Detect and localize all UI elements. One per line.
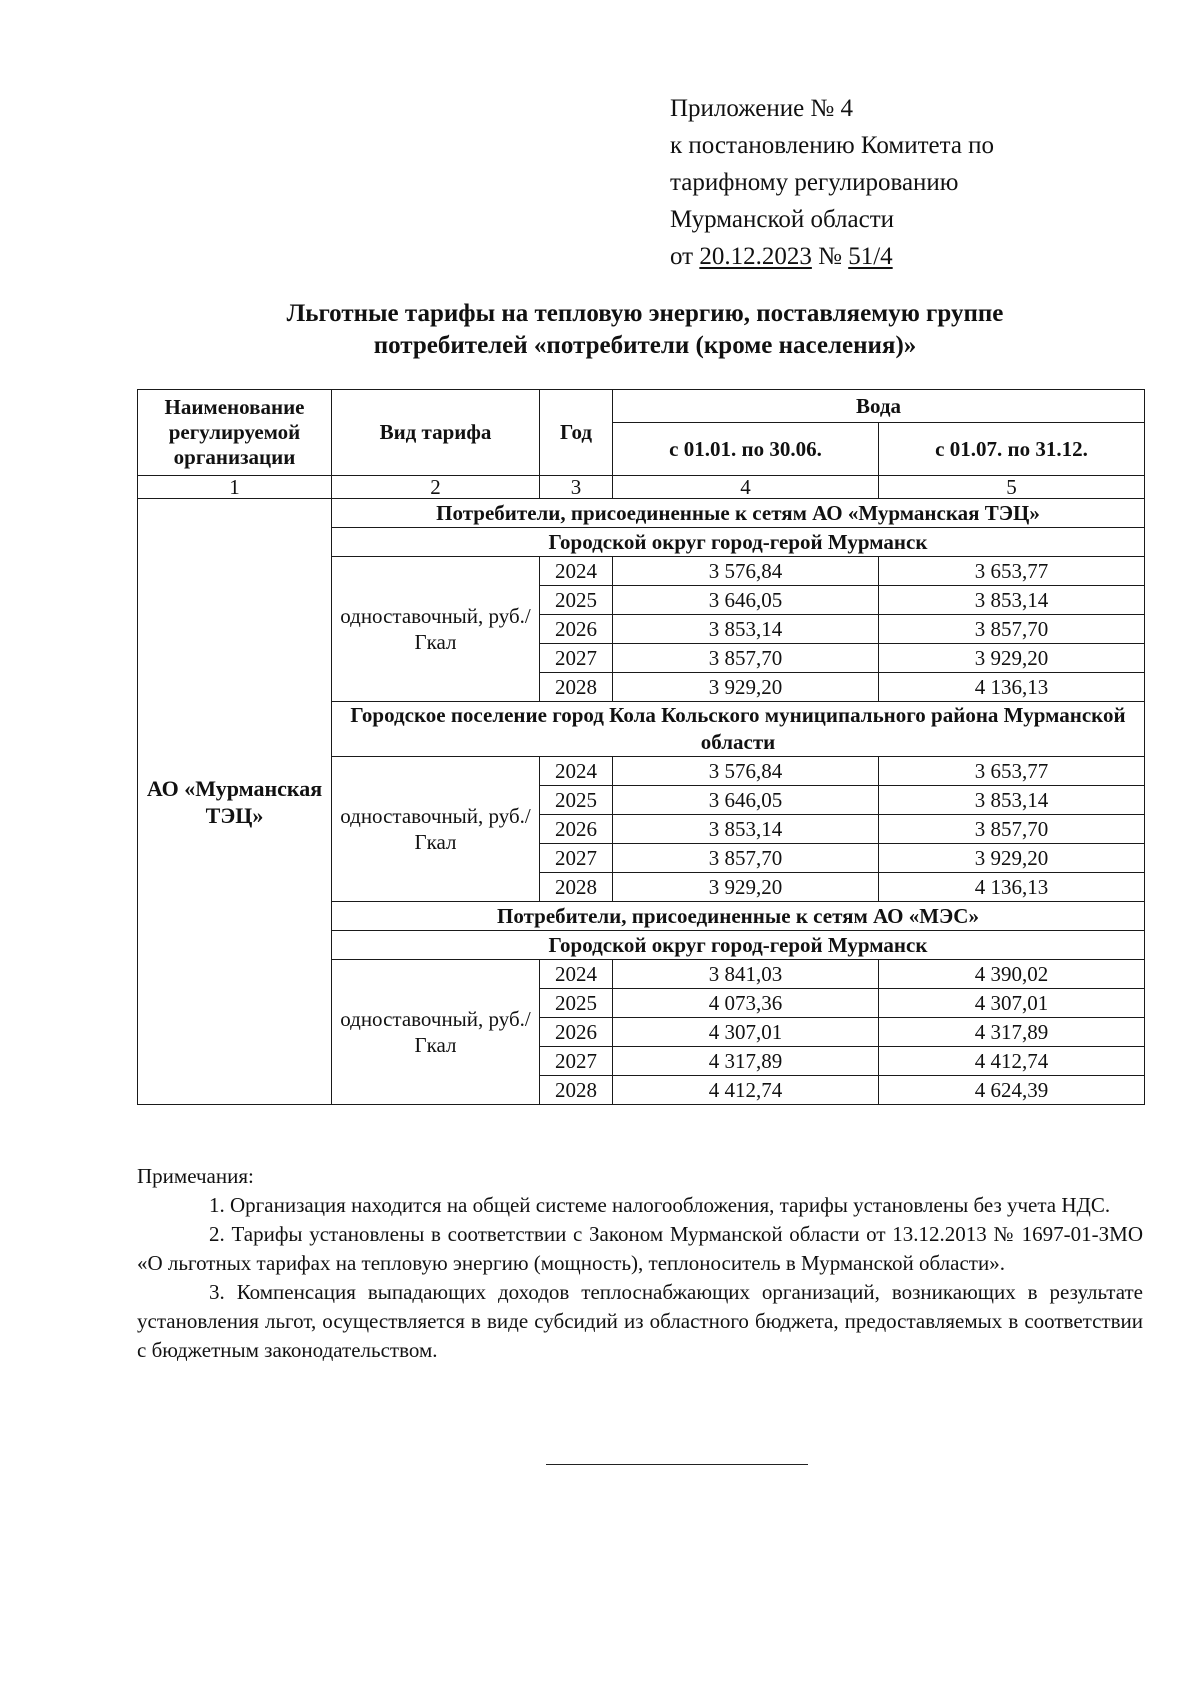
- appendix-line-1: Приложение № 4: [670, 95, 854, 122]
- period-2-value: 3 929,20: [879, 844, 1145, 873]
- appendix-date-line: [670, 238, 994, 275]
- year-cell: 2027: [540, 1047, 613, 1076]
- period-1-value: 4 317,89: [613, 1047, 879, 1076]
- tariff-type-cell: одноставочный, руб./Гкал: [332, 757, 540, 902]
- appendix-line-2: к постановлению Комитета по: [670, 132, 995, 159]
- period-1-value: 3 576,84: [613, 557, 879, 586]
- period-2-value: 4 317,89: [879, 1018, 1145, 1047]
- col-number-4: 4: [613, 476, 879, 499]
- appendix-block: [670, 90, 994, 275]
- tariff-table: [137, 389, 1145, 1105]
- period-1-value: 3 929,20: [613, 673, 879, 702]
- period-2-value: 3 929,20: [879, 644, 1145, 673]
- period-2-value: 4 307,01: [879, 989, 1145, 1018]
- year-cell: 2024: [540, 757, 613, 786]
- period-1-value: 3 853,14: [613, 815, 879, 844]
- period-2-value: 4 624,39: [879, 1076, 1145, 1105]
- header-period-2: с 01.07. по 31.12.: [879, 423, 1145, 476]
- period-2-value: 4 412,74: [879, 1047, 1145, 1076]
- period-2-value: 3 857,70: [879, 815, 1145, 844]
- year-cell: 2026: [540, 615, 613, 644]
- period-2-value: 3 857,70: [879, 615, 1145, 644]
- tariff-type-cell: одноставочный, руб./Гкал: [332, 557, 540, 702]
- org-name: АО «Мурманская ТЭЦ»: [138, 499, 332, 1105]
- period-2-value: 3 853,14: [879, 786, 1145, 815]
- note-3: 3. Компенсация выпадающих доходов теплоснабжающих организаций, возникающих в результате установления льгот, осуществляется в виде субсидий из областного бюджета, предоставляемых в соответствии с бюджетным законодательством.: [137, 1280, 1143, 1362]
- year-cell: 2025: [540, 989, 613, 1018]
- year-cell: 2024: [540, 960, 613, 989]
- period-2-value: 3 853,14: [879, 586, 1145, 615]
- number-prefix: №: [811, 243, 849, 270]
- year-cell: 2026: [540, 815, 613, 844]
- year-cell: 2028: [540, 873, 613, 902]
- header-year: Год: [540, 390, 613, 476]
- year-cell: 2028: [540, 1076, 613, 1105]
- year-cell: 2027: [540, 844, 613, 873]
- period-1-value: 3 646,05: [613, 586, 879, 615]
- header-org: Наименование регулируемой организации: [138, 390, 332, 476]
- header-tariff-type: Вид тарифа: [332, 390, 540, 476]
- section-1-title: Потребители, присоединенные к сетям АО «Мурманская ТЭЦ»: [332, 499, 1145, 528]
- section-3-subtitle: Городской округ город-герой Мурманск: [332, 931, 1145, 960]
- period-1-value: 3 853,14: [613, 615, 879, 644]
- resolution-date: 20.12.2023: [699, 243, 812, 270]
- section-1-subtitle: Городской округ город-герой Мурманск: [332, 528, 1145, 557]
- period-1-value: 3 857,70: [613, 844, 879, 873]
- section-1-header-row: [138, 499, 1145, 528]
- period-1-value: 3 929,20: [613, 873, 879, 902]
- header-period-1: с 01.01. по 30.06.: [613, 423, 879, 476]
- period-2-value: 4 136,13: [879, 673, 1145, 702]
- year-cell: 2024: [540, 557, 613, 586]
- period-1-value: 4 073,36: [613, 989, 879, 1018]
- notes-block: [137, 1162, 1143, 1365]
- year-cell: 2028: [540, 673, 613, 702]
- period-1-value: 4 412,74: [613, 1076, 879, 1105]
- title-line-1: Льготные тарифы на тепловую энергию, поставляемую группе: [286, 300, 1004, 327]
- note-2: 2. Тарифы установлены в соответствии с Законом Мурманской области от 13.12.2013 № 1697-01-ЗМО «О льготных тарифах на тепловую энергию (мощность), теплоноситель в Мурманской области».: [137, 1222, 1143, 1275]
- document-title: [120, 298, 1170, 362]
- resolution-number: 51/4: [848, 243, 893, 270]
- column-number-row: [138, 476, 1145, 499]
- title-line-2: потребителей «потребители (кроме населения)»: [373, 332, 917, 359]
- period-1-value: 3 857,70: [613, 644, 879, 673]
- period-2-value: 3 653,77: [879, 757, 1145, 786]
- period-2-value: 4 136,13: [879, 873, 1145, 902]
- period-1-value: 3 646,05: [613, 786, 879, 815]
- period-1-value: 3 841,03: [613, 960, 879, 989]
- col-number-3: 3: [540, 476, 613, 499]
- appendix-line-3: тарифному регулированию: [670, 169, 959, 196]
- year-cell: 2026: [540, 1018, 613, 1047]
- tariff-type-cell: одноставочный, руб./Гкал: [332, 960, 540, 1105]
- period-2-value: 4 390,02: [879, 960, 1145, 989]
- col-number-1: 1: [138, 476, 332, 499]
- bottom-separator-line: [546, 1464, 808, 1465]
- note-1: 1. Организация находится на общей системе налогообложения, тарифы установлены без учета НДС.: [209, 1193, 1111, 1217]
- appendix-line-4: Мурманской области: [670, 206, 895, 233]
- header-water: Вода: [613, 390, 1145, 423]
- col-number-2: 2: [332, 476, 540, 499]
- year-cell: 2025: [540, 786, 613, 815]
- header-row-1: [138, 390, 1145, 423]
- notes-heading: Примечания:: [137, 1164, 254, 1188]
- section-2-title: Городское поселение город Кола Кольского муниципального района Мурманской области: [332, 702, 1145, 757]
- col-number-5: 5: [879, 476, 1145, 499]
- period-1-value: 3 576,84: [613, 757, 879, 786]
- period-1-value: 4 307,01: [613, 1018, 879, 1047]
- year-cell: 2025: [540, 586, 613, 615]
- period-2-value: 3 653,77: [879, 557, 1145, 586]
- date-prefix: от: [670, 243, 700, 270]
- section-3-title: Потребители, присоединенные к сетям АО «МЭС»: [332, 902, 1145, 931]
- year-cell: 2027: [540, 644, 613, 673]
